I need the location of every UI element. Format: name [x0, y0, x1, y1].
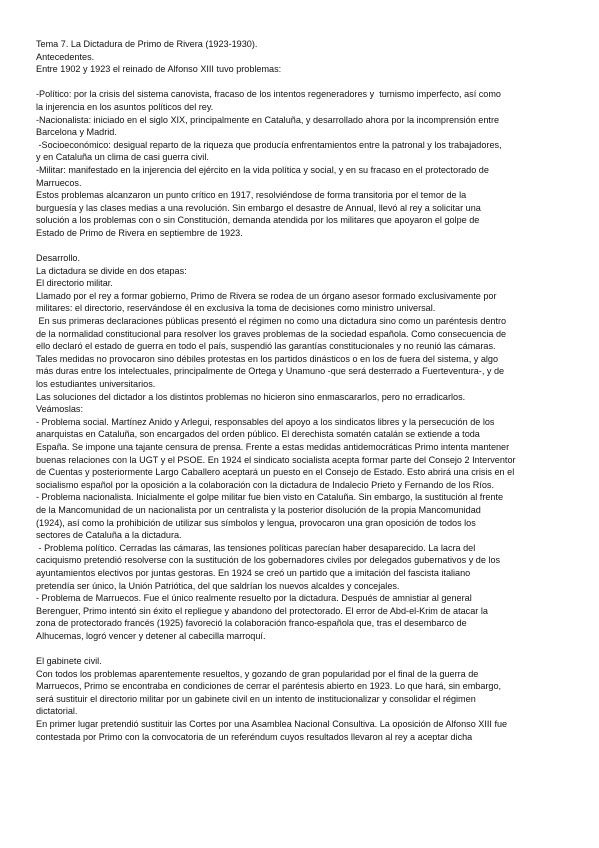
text-line: Con todos los problemas aparentemente resueltos, y gozando de gran popularidad por el final de la guerra de [36, 668, 479, 679]
blank-line [36, 643, 563, 656]
text-line: (1924), así como la prohibición de utilizar sus símbolos y lengua, provocaron una gran oposición de todos los [36, 517, 476, 528]
text-line: contestada por Primo con la convocatoria de un referéndum cuyos resultados llevaron al rey a aceptar dicha [36, 731, 473, 742]
text-line: Antecedentes. [36, 51, 95, 62]
text-line: En sus primeras declaraciones públicas presentó el régimen no como una dictadura sino como un paréntesis dentro [36, 316, 507, 327]
text-line: Marruecos, Primo se encontraba en condiciones de cerrar el paréntesis abierto en 1923. Lo que hará, sin embargo, [36, 681, 502, 692]
text-line: Entre 1902 y 1923 el reinado de Alfonso XIII tuvo problemas: [36, 64, 282, 75]
text-line: Marruecos. [36, 177, 82, 188]
text-line: socialismo español por la oposición a la colaboración con la dictadura de Indalecio Prieto y Fernando de los Ríos. [36, 479, 494, 490]
text-line: ayuntamientos electivos por juntas gestoras. En 1924 se creó un partido que a imitación del fascista italiano [36, 567, 471, 578]
document-body [36, 38, 563, 743]
text-line: En primer lugar pretendió sustituir las Cortes por una Asamblea Nacional Consultiva. La oposición de Alfonso XIII fue [36, 719, 508, 730]
text-line: - Problema de Marruecos. Fue el único realmente resuelto por la dictadura. Después de amnistiar al general [36, 593, 472, 604]
text-line: más duras entre los intelectuales, principalmente de Ortega y Unamuno -que será desterrado a Fuerteventura-, y de [36, 366, 505, 377]
text-line: -Nacionalista: iniciado en el siglo XIX, principalmente en Cataluña, y desarrollado ahora por la incomprensión entre [36, 114, 500, 125]
text-line: ello declaró el estado de guerra en todo el país, suspendió las garantías constitucionales y no reunió las cámaras. [36, 341, 496, 352]
text-line: burguesía y las clases medias a una revolución. Sin embargo el desastre de Annual, llevó al rey a solicitar una [36, 202, 481, 213]
text-line: de la Mancomunidad de un nacionalista por un centralista y la posterior disolución de la propia Mancomunidad [36, 504, 481, 515]
text-line: - Problema social. Martínez Anido y Arlegui, responsables del apoyo a los sindicatos libres y la persecución de los [36, 416, 495, 427]
text-line: pretendía ser único, la Unión Patriótica, del que saldrían los nuevos alcaldes y concejales. [36, 580, 400, 591]
blank-line [36, 76, 563, 89]
text-line: -Militar: manifestado en la injerencia del ejército en la vida política y social, y en su fracaso en el protectorado de [36, 164, 489, 175]
text-line: caciquismo pretendió resolverse con la sustitución de los gobernadores civiles por delegados gubernativos y de los [36, 555, 501, 566]
text-line: será sustituir el directorio militar por un gabinete civil en un intento de institucionalizar y consolidar el régimen [36, 693, 476, 704]
text-line: anarquistas en Cataluña, son encargados del orden público. El derechista somatén catalán se extiende a toda [36, 429, 480, 440]
text-line: Alhucemas, logró vencer y detener al cabecilla marroquí. [36, 630, 266, 641]
text-line: buenas relaciones con la UGT y el PSOE. En 1924 el sindicato socialista acepta formar parte del Consejo 2 Interventor [36, 454, 516, 465]
text-line: de la normalidad constitucional para resolver los graves problemas de la sociedad española. Como consecuencia de [36, 328, 507, 339]
blank-line [36, 240, 563, 253]
text-line: - Problema político. Cerradas las cámaras, las tensiones políticas parecían haber desaparecido. La lacra del [36, 542, 476, 553]
text-line: - Problema nacionalista. Inicialmente el golpe militar fue bien visto en Cataluña. Sin embargo, la sustitución al frente [36, 492, 504, 503]
text-line: Barcelona y Madrid. [36, 127, 117, 138]
text-line: dictatorial. [36, 706, 78, 717]
text-line: La dictadura se divide en dos etapas: [36, 265, 187, 276]
text-line: Llamado por el rey a formar gobierno, Primo de Rivera se rodea de un órgano asesor formado exclusivamente por [36, 290, 497, 301]
text-line: los estudiantes universitarios. [36, 379, 156, 390]
text-line: militares: el directorio, reservándose él en exclusiva la toma de decisiones como ministro universal. [36, 303, 436, 314]
text-line: Las soluciones del dictador a los distintos problemas no hicieron sino enmascararlos, pero no erradicarlos. [36, 391, 466, 402]
text-line: zona de protectorado francés (1925) favoreció la colaboración franco-española que, tras el desembarco de [36, 618, 467, 629]
text-line: Berenguer, Primo intentó sin éxito el repliegue y abandono del protectorado. El error de Abd-el-Krim de atacar la [36, 605, 488, 616]
text-line: España. Se impone una tajante censura de prensa. Frente a estas medidas antidemocráticas Primo intenta mantener [36, 442, 510, 452]
text-line: Desarrollo. [36, 253, 80, 264]
text-line: El directorio militar. [36, 278, 113, 289]
text-line: -Socioeconómico: desigual reparto de la riqueza que producía enfrentamientos entre la patronal y los trabajadores, [36, 139, 502, 150]
text-line: Estado de Primo de Rivera en septiembre de 1923. [36, 227, 243, 238]
text-line: Estos problemas alcanzaron un punto crítico en 1917, resolviéndose de forma transitoria por el temor de la [36, 190, 467, 201]
text-line: de Cuentas y posteriormente Largo Caballero aceptará un puesto en el Consejo de Estado. Esto abrirá una crisis en el [36, 467, 515, 478]
text-line: Veámoslas: [36, 404, 84, 415]
text-line: El gabinete civil. [36, 656, 102, 667]
text-line: y en Cataluña un clima de casi guerra civil. [36, 152, 209, 163]
text-line: Tales medidas no provocaron sino débiles protestas en los partidos dinásticos o en los de fuera del sistema, y algo [36, 353, 499, 364]
text-line: Tema 7. La Dictadura de Primo de Rivera (1923-1930). [36, 39, 258, 49]
text-line: -Político: por la crisis del sistema canovista, fracaso de los intentos regeneradores y turnismo imperfecto, así como [36, 89, 501, 100]
text-line: sectores de Cataluña a la dictadura. [36, 530, 182, 541]
text-line: la injerencia en los asuntos políticos del rey. [36, 101, 214, 112]
text-line: solución a los problemas con o sin Constitución, demanda atendida por los militares que apoyaron el golpe de [36, 215, 480, 226]
